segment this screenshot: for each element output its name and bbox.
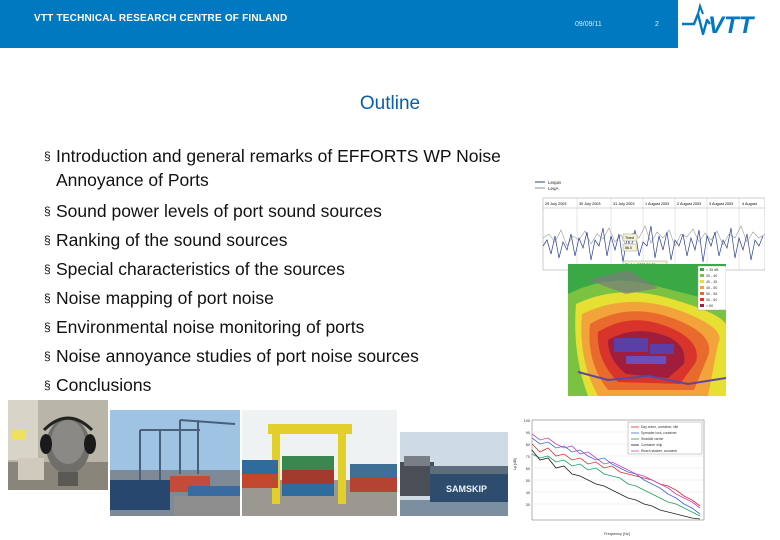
port-noise-map [568, 264, 726, 396]
svg-text:40 - 45: 40 - 45 [706, 280, 718, 284]
svg-text:Straddle carrier: Straddle carrier [641, 437, 664, 441]
svg-text:2 August 2003: 2 August 2003 [677, 202, 702, 206]
svg-text:30 July 2003: 30 July 2003 [579, 202, 601, 206]
outline-item [44, 226, 574, 255]
svg-text:3 August 2003: 3 August 2003 [709, 202, 734, 206]
svg-text:Day crane, container, idle: Day crane, container, idle [641, 425, 679, 429]
svg-text:90: 90 [525, 431, 530, 435]
timeseries-legend-1: Lequiv [548, 180, 562, 185]
slide-date: 09/09/11 [575, 21, 602, 28]
outline-item [44, 371, 574, 400]
svg-text:60: 60 [525, 467, 530, 471]
outline-item-text: Special characteristics of the sources [56, 259, 345, 279]
bullet-marker: § [44, 233, 51, 247]
bullet-marker: § [44, 349, 51, 363]
svg-text:> 60: > 60 [706, 304, 714, 308]
outline-item [44, 313, 574, 342]
svg-text:45 - 50: 45 - 50 [706, 286, 718, 290]
bullet-marker: § [44, 320, 51, 334]
outline-item [44, 342, 574, 371]
svg-text:Reach stacker, container: Reach stacker, container [641, 449, 678, 453]
outline-item-text: Noise annoyance studies of port noise sources [56, 346, 419, 366]
svg-text:4 August: 4 August [742, 202, 757, 206]
svg-text:30: 30 [525, 503, 530, 507]
outline-item [44, 284, 574, 313]
noise-timeseries-figure [527, 176, 765, 272]
svg-text:< 35 dB: < 35 dB [706, 268, 719, 272]
timeseries-callout-2: 56.0 [625, 246, 632, 250]
bullet-marker: § [44, 262, 51, 276]
svg-text:100: 100 [523, 419, 530, 423]
bullet-marker: § [44, 378, 51, 392]
vtt-logo [678, 0, 780, 48]
container-gantry-photo [242, 410, 397, 516]
svg-text:29 July 2003: 29 July 2003 [545, 202, 567, 206]
header-bar [0, 0, 780, 48]
outline-item-text: Environmental noise monitoring of ports [56, 317, 365, 337]
svg-text:40: 40 [525, 491, 530, 495]
outline-item [44, 197, 574, 226]
outline-item [44, 255, 574, 284]
svg-text:70: 70 [525, 455, 530, 459]
bullet-marker: § [44, 149, 51, 163]
outline-item-text: Ranking of the sound sources [56, 230, 288, 250]
outline-item-text: Conclusions [56, 375, 152, 395]
outline-item [44, 144, 574, 197]
ship-photo [400, 432, 508, 516]
organization-name: VTT TECHNICAL RESEARCH CENTRE OF FINLAND [34, 13, 288, 24]
page-number: 2 [655, 21, 659, 28]
bullet-marker: § [44, 204, 51, 218]
slide-title: Outline [359, 93, 421, 114]
outline-list [44, 144, 574, 400]
outline-item-text: Sound power levels of port sound sources [56, 201, 382, 221]
outline-item-text: Noise mapping of port noise [56, 288, 274, 308]
spectrum-ylabel: Lp [dB] [513, 457, 517, 470]
svg-text:Container ship: Container ship [641, 443, 663, 447]
svg-text:50: 50 [525, 479, 530, 483]
svg-text:50 - 55: 50 - 55 [706, 292, 718, 296]
bullet-marker: § [44, 291, 51, 305]
svg-text:1 August 2003: 1 August 2003 [645, 202, 670, 206]
ship-name-text: SAMSKIP [446, 484, 488, 494]
timeseries-callout-1: Tined [625, 236, 634, 240]
spectrum-xlabel: Frequency [Hz] [604, 532, 630, 536]
svg-text:Spreader lock, container: Spreader lock, container [641, 431, 677, 435]
svg-text:55 - 60: 55 - 60 [706, 298, 718, 302]
svg-text:35 - 40: 35 - 40 [706, 274, 718, 278]
port-cranes-photo [110, 410, 240, 516]
dummy-head-photo [8, 400, 108, 490]
logo-text: VTT [708, 12, 754, 39]
outline-item-text: Introduction and general remarks of EFFORTS WP Noise Annoyance of Ports [56, 146, 501, 190]
svg-text:80: 80 [525, 443, 530, 447]
timeseries-legend-2: LeqA [548, 186, 559, 191]
sound-spectrum-chart [510, 414, 770, 538]
svg-text:31 July 2003: 31 July 2003 [613, 202, 635, 206]
